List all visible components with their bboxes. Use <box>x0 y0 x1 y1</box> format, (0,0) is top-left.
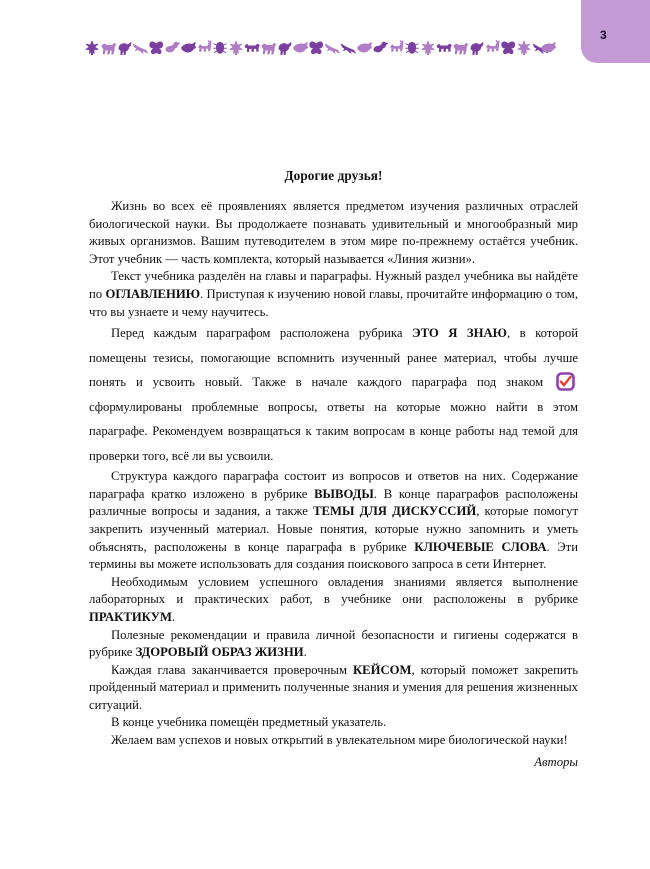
text-run: Перед каждым параграфом расположена рубрика <box>111 326 412 341</box>
rubric-praktikum: ПРАКТИКУМ <box>89 609 172 624</box>
paragraph-zdorovyy-obraz-zhizni <box>89 627 578 662</box>
rubric-oglavleniyu: ОГЛАВЛЕНИЮ <box>105 286 201 301</box>
text-run: Текст учебника разделён на главы и параграфы. Нужный раздел учебника вы найдёте по <box>89 269 578 301</box>
paragraph-keys <box>89 662 578 715</box>
paragraph-intro <box>89 198 578 268</box>
page-content <box>89 168 578 771</box>
rubric-zdorovyy-obraz-zhizni: ЗДОРОВЫЙ ОБРАЗ ЖИЗНИ <box>135 645 304 660</box>
rubric-klyuchevye-slova: КЛЮЧЕВЫЕ СЛОВА <box>414 539 547 554</box>
text-run: . <box>171 609 176 624</box>
rubric-eto-ya-znayu: ЭТО Я ЗНАЮ <box>411 326 507 341</box>
checkbox-checked-icon <box>556 372 575 391</box>
text-run: , который поможет закрепить пройденный материал и применить полученные знания и умения для решения жизненных ситуаций. <box>89 662 579 712</box>
text-run: Структура каждого параграфа состоит из вопросов и ответов на них. Содержание параграфа кратко изложено в рубрике <box>89 469 578 501</box>
text-run: Каждая глава заканчивается проверочным <box>111 662 353 677</box>
page-number: 3 <box>600 28 608 42</box>
paragraph-praktikum <box>89 574 578 627</box>
rubric-temy-dlya-diskussiy: ТЕМЫ ДЛЯ ДИСКУССИЙ <box>313 504 477 519</box>
page-number-badge <box>581 0 650 63</box>
text-run: В конце учебника помещён предметный указатель. <box>111 715 387 730</box>
paragraph-closing <box>89 732 578 750</box>
paragraph-structure <box>89 468 578 574</box>
rubric-vyvody: ВЫВОДЫ <box>314 486 374 501</box>
page-title: Дорогие друзья! <box>284 168 383 183</box>
text-run: . <box>303 645 307 660</box>
text-run: , которые помогут закрепить изученный материал. Новые понятия, которые нужно запомнить и уметь объяснять, расположены в конце параграфа в рубрике <box>89 504 578 554</box>
paragraph-contents <box>89 268 578 321</box>
text-run: , в которой помещены тезисы, помогающие вспомнить изученный ранее материал, чтобы лучше понять и усвоить новый. Также в начале каждого параграфа под знаком <box>89 326 578 390</box>
text-run: Жизнь во всех её проявлениях является предметом изучения различных отраслей биологической науки. Вы продолжаете познавать удивительный и многообразный мир живых организмов. Вашим путеводителем в этом мире по-прежнему остаётся учебник. Этот учебник — часть комплекта, который называется «Линия жизни». <box>89 199 578 266</box>
rubric-keysom: КЕЙСОМ <box>352 662 412 677</box>
text-run: . Приступая к изучению новой главы, прочитайте информацию о том, что вы узнаете и чему научитесь. <box>89 286 578 319</box>
paragraph-index <box>89 714 578 732</box>
paragraph-eto-ya-znayu <box>89 321 578 468</box>
text-run: . В конце параграфов расположены различные вопросы и задания, а также <box>89 486 578 519</box>
signature-authors: Авторы <box>534 754 578 769</box>
text-run: сформулированы проблемные вопросы, ответы на которые можно найти в этом параграфе. Рекомендуем возвращаться к таким вопросам в конце работы над темой для проверки того, всё ли вы усвоили. <box>89 399 578 463</box>
text-run: Полезные рекомендации и правила личной безопасности и гигиены содержатся в рубрике <box>89 627 578 660</box>
animal-silhouette-border <box>84 38 556 60</box>
text-run: Необходимым условием успешного овладения знаниями является выполнение лабораторных и практических работ, в учебнике они расположены в рубрике <box>89 574 578 607</box>
text-run: . Эти термины вы можете использовать для создания поискового запроса в сети Интернет. <box>89 539 578 572</box>
text-run: Желаем вам успехов и новых открытий в увлекательном мире биологической науки! <box>111 733 568 748</box>
